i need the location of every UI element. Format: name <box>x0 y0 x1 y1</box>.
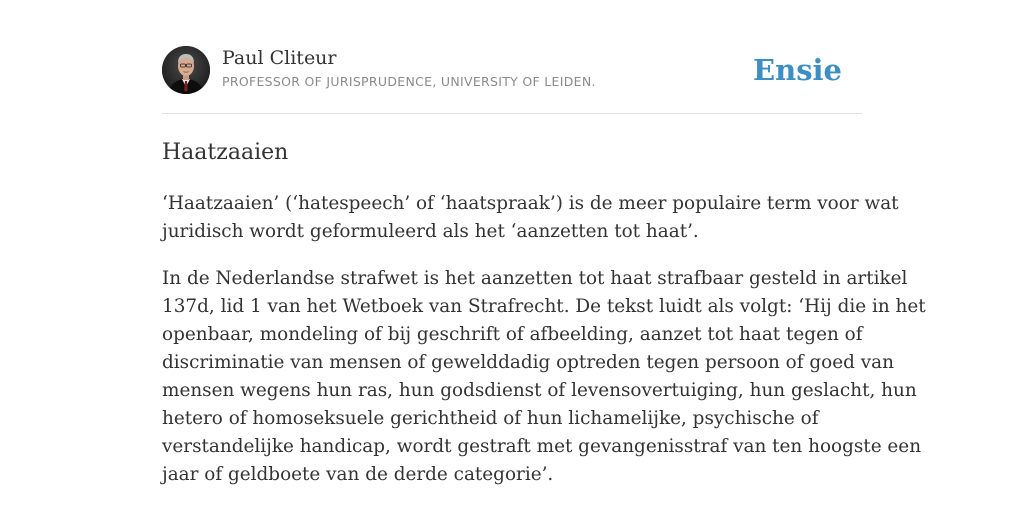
paragraph-line: openbaar, mondeling of bij geschrift of afbeelding, aanzet tot haat tegen of <box>162 324 863 345</box>
paragraph-line: 137d, lid 1 van het Wetboek van Strafrecht. De tekst luidt als volgt: ‘Hij die in het <box>162 296 926 317</box>
paragraph-line: verstandelijke handicap, wordt gestraft met gevangenisstraf van ten hoogste een <box>162 436 922 457</box>
author-header <box>162 46 862 96</box>
paragraph-line: jaar of geldboete van de derde categorie’. <box>162 464 554 485</box>
paragraph-1 <box>162 190 899 246</box>
paragraph-line: hetero of homoseksuele gerichtheid of hun lichamelijke, psychische of <box>162 408 819 429</box>
author-role: PROFESSOR OF JURISPRUDENCE, UNIVERSITY OF LEIDEN. <box>222 74 596 89</box>
paragraph-line: mensen wegens hun ras, hun godsdienst of levensovertuiging, hun geslacht, hun <box>162 380 917 401</box>
paragraph-line: In de Nederlandse strafwet is het aanzetten tot haat strafbaar gesteld in artikel <box>162 268 908 289</box>
paragraph-line: discriminatie van mensen of gewelddadig optreden tegen persoon of goed van <box>162 352 894 373</box>
article-body <box>162 190 926 508</box>
article-title: Haatzaaien <box>162 140 289 165</box>
paragraph-line: ‘Haatzaaien’ (‘hatespeech’ of ‘haatspraak’) is de meer populaire term voor wat <box>162 193 899 214</box>
paragraph-line: juridisch wordt geformuleerd als het ‘aanzetten tot haat’. <box>162 221 699 242</box>
header-divider <box>162 113 862 114</box>
person-portrait-icon <box>162 46 210 94</box>
ensie-logo[interactable]: Ensie <box>753 53 842 87</box>
author-name[interactable]: Paul Cliteur <box>222 47 337 69</box>
avatar[interactable] <box>162 46 210 94</box>
paragraph-2 <box>162 265 926 489</box>
